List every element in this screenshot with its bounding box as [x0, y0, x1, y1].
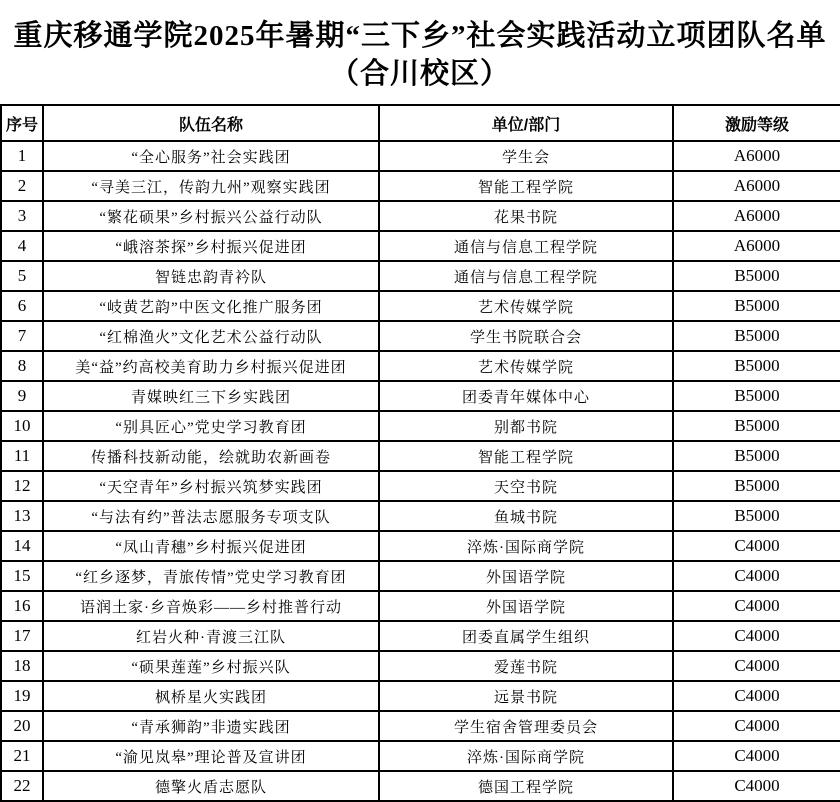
cell-grade: A6000 — [673, 171, 840, 201]
table-row — [1, 231, 840, 261]
cell-unit: 学生会 — [379, 141, 673, 171]
cell-grade: C4000 — [673, 771, 840, 801]
column-header-no: 序号 — [1, 105, 43, 141]
cell-team: “凤山青穗”乡村振兴促进团 — [43, 531, 379, 561]
cell-team: “天空青年”乡村振兴筑梦实践团 — [43, 471, 379, 501]
column-header-team: 队伍名称 — [43, 105, 379, 141]
cell-grade: C4000 — [673, 711, 840, 741]
cell-unit: 艺术传媒学院 — [379, 291, 673, 321]
table-row — [1, 651, 840, 681]
cell-team: 语润土家·乡音焕彩——乡村推普行动 — [43, 591, 379, 621]
roster-table — [0, 104, 840, 802]
cell-team: 智链忠韵青衿队 — [43, 261, 379, 291]
cell-team: “渝见岚皋”理论普及宣讲团 — [43, 741, 379, 771]
cell-grade: B5000 — [673, 261, 840, 291]
cell-unit: 鱼城书院 — [379, 501, 673, 531]
cell-team: 青媒映红三下乡实践团 — [43, 381, 379, 411]
cell-no: 13 — [1, 501, 43, 531]
cell-no: 18 — [1, 651, 43, 681]
cell-unit: 通信与信息工程学院 — [379, 261, 673, 291]
cell-grade: A6000 — [673, 201, 840, 231]
cell-no: 12 — [1, 471, 43, 501]
cell-team: 传播科技新动能，绘就助农新画卷 — [43, 441, 379, 471]
cell-no: 16 — [1, 591, 43, 621]
table-body — [1, 141, 840, 801]
cell-grade: A6000 — [673, 141, 840, 171]
cell-grade: C4000 — [673, 651, 840, 681]
cell-team: “与法有约”普法志愿服务专项支队 — [43, 501, 379, 531]
cell-no: 5 — [1, 261, 43, 291]
cell-unit: 爱莲书院 — [379, 651, 673, 681]
cell-unit: 艺术传媒学院 — [379, 351, 673, 381]
cell-unit: 淬炼·国际商学院 — [379, 531, 673, 561]
cell-no: 10 — [1, 411, 43, 441]
table-row — [1, 531, 840, 561]
cell-team: 美“益”约高校美育助力乡村振兴促进团 — [43, 351, 379, 381]
cell-grade: A6000 — [673, 231, 840, 261]
column-header-grade: 激励等级 — [673, 105, 840, 141]
cell-team: “寻美三江，传韵九州”观察实践团 — [43, 171, 379, 201]
cell-team: “青承狮韵”非遗实践团 — [43, 711, 379, 741]
cell-grade: B5000 — [673, 411, 840, 441]
cell-grade: C4000 — [673, 741, 840, 771]
table-row — [1, 351, 840, 381]
cell-unit: 智能工程学院 — [379, 441, 673, 471]
cell-grade: B5000 — [673, 321, 840, 351]
cell-no: 3 — [1, 201, 43, 231]
cell-unit: 天空书院 — [379, 471, 673, 501]
cell-no: 2 — [1, 171, 43, 201]
cell-unit: 团委直属学生组织 — [379, 621, 673, 651]
cell-unit: 外国语学院 — [379, 591, 673, 621]
cell-no: 14 — [1, 531, 43, 561]
cell-no: 21 — [1, 741, 43, 771]
table-row — [1, 561, 840, 591]
cell-unit: 团委青年媒体中心 — [379, 381, 673, 411]
cell-grade: B5000 — [673, 441, 840, 471]
cell-grade: B5000 — [673, 291, 840, 321]
cell-unit: 别都书院 — [379, 411, 673, 441]
table-row — [1, 321, 840, 351]
cell-no: 20 — [1, 711, 43, 741]
cell-unit: 德国工程学院 — [379, 771, 673, 801]
cell-grade: B5000 — [673, 471, 840, 501]
cell-grade: C4000 — [673, 621, 840, 651]
table-row — [1, 411, 840, 441]
cell-grade: B5000 — [673, 501, 840, 531]
cell-no: 8 — [1, 351, 43, 381]
table-row — [1, 171, 840, 201]
cell-grade: C4000 — [673, 531, 840, 561]
cell-no: 6 — [1, 291, 43, 321]
table-row — [1, 381, 840, 411]
cell-unit: 学生宿舍管理委员会 — [379, 711, 673, 741]
cell-grade: B5000 — [673, 381, 840, 411]
cell-unit: 外国语学院 — [379, 561, 673, 591]
table-row — [1, 771, 840, 801]
column-header-unit: 单位/部门 — [379, 105, 673, 141]
cell-unit: 远景书院 — [379, 681, 673, 711]
cell-no: 15 — [1, 561, 43, 591]
cell-no: 7 — [1, 321, 43, 351]
cell-no: 1 — [1, 141, 43, 171]
table-row — [1, 711, 840, 741]
cell-no: 17 — [1, 621, 43, 651]
cell-unit: 花果书院 — [379, 201, 673, 231]
cell-unit: 通信与信息工程学院 — [379, 231, 673, 261]
table-row — [1, 621, 840, 651]
table-row — [1, 471, 840, 501]
table-row — [1, 441, 840, 471]
cell-team: “红棉渔火”文化艺术公益行动队 — [43, 321, 379, 351]
cell-team: “别具匠心”党史学习教育团 — [43, 411, 379, 441]
table-row — [1, 201, 840, 231]
cell-grade: B5000 — [673, 351, 840, 381]
cell-no: 4 — [1, 231, 43, 261]
table-row — [1, 591, 840, 621]
cell-team: “峨溶茶探”乡村振兴促进团 — [43, 231, 379, 261]
cell-team: “红乡逐梦，青旅传情”党史学习教育团 — [43, 561, 379, 591]
cell-team: 德擎火盾志愿队 — [43, 771, 379, 801]
table-row — [1, 141, 840, 171]
cell-team: “岐黄艺韵”中医文化推广服务团 — [43, 291, 379, 321]
cell-unit: 淬炼·国际商学院 — [379, 741, 673, 771]
cell-team: “硕果莲莲”乡村振兴队 — [43, 651, 379, 681]
page-title-line-1: 重庆移通学院2025年暑期“三下乡”社会实践活动立项团队名单 — [13, 20, 827, 52]
page-title — [0, 0, 840, 104]
cell-team: “繁花硕果”乡村振兴公益行动队 — [43, 201, 379, 231]
table-row — [1, 261, 840, 291]
cell-grade: C4000 — [673, 561, 840, 591]
cell-no: 22 — [1, 771, 43, 801]
table-row — [1, 501, 840, 531]
table-header-row — [1, 105, 840, 141]
cell-team: “全心服务”社会实践团 — [43, 141, 379, 171]
page-title-line-2: （合川校区） — [329, 58, 510, 90]
cell-no: 11 — [1, 441, 43, 471]
cell-team: 枫桥星火实践团 — [43, 681, 379, 711]
table-header — [1, 105, 840, 141]
cell-unit: 智能工程学院 — [379, 171, 673, 201]
cell-no: 9 — [1, 381, 43, 411]
table-row — [1, 741, 840, 771]
cell-grade: C4000 — [673, 681, 840, 711]
table-row — [1, 291, 840, 321]
table-row — [1, 681, 840, 711]
cell-no: 19 — [1, 681, 43, 711]
cell-unit: 学生书院联合会 — [379, 321, 673, 351]
cell-team: 红岩火种·青渡三江队 — [43, 621, 379, 651]
cell-grade: C4000 — [673, 591, 840, 621]
